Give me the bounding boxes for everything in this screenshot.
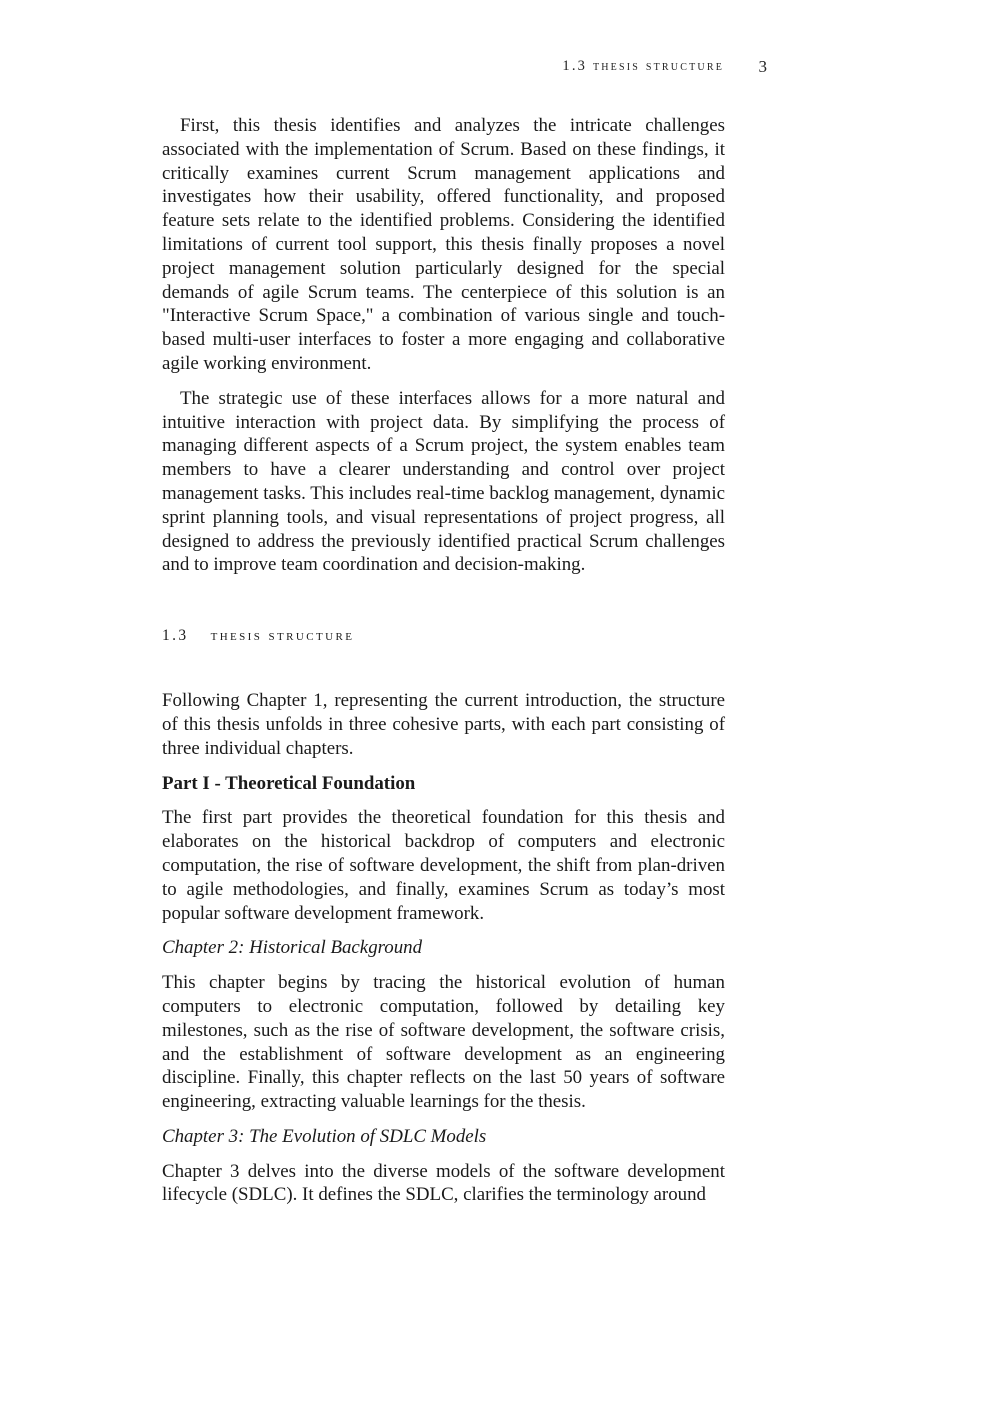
- chapter3-paragraph: Chapter 3 delves into the diverse models of the software development lifecycle (SDLC). It defines the SDLC, clarifies the terminology around: [162, 1160, 725, 1206]
- chapter2-heading: Chapter 2: Historical Background: [162, 937, 423, 959]
- section-heading: [162, 626, 725, 646]
- page-body: [162, 114, 725, 1207]
- part-paragraph: The first part provides the theoretical foundation for this thesis and elaborates on the historical backdrop of computers and electronic computation, the rise of software development, the shift from plan-driven to agile methodologies, and finally, examines Scrum as today’s most popular software development framework.: [162, 807, 725, 924]
- page-number: 3: [758, 57, 767, 76]
- part-heading: Part I - Theoretical Foundation: [162, 772, 416, 794]
- section-title: thesis structure: [210, 627, 355, 645]
- body-paragraph-2: The strategic use of these interfaces allows for a more natural and intuitive interaction with project data. By simplifying the process of managing different aspects of a Scrum project, the system enables team members to have a clearer understanding and control over project management tasks. This includes real-time backlog management, dynamic sprint planning tools, and visual representations of project progress, all designed to address the previously identified practical Scrum challenges and to improve team coordination and decision-making.: [162, 387, 725, 576]
- body-paragraph-1: First, this thesis identifies and analyzes the intricate challenges associated with the implementation of Scrum. Based on these findings, it critically examines current Scrum management applications and investigates how their usability, offered functionality, and proposed feature sets relate to the identified problems. Considering the identified limitations of current tool support, this thesis finally proposes a novel project management solution particularly designed for the special demands of agile Scrum teams. The centerpiece of this solution is an "Interactive Scrum Space," a combination of various single and touch-based multi-user interfaces to foster a more engaging and collaborative agile working environment.: [162, 115, 725, 374]
- chapter2-paragraph: This chapter begins by tracing the historical evolution of human computers to electronic computation, followed by detailing key milestones, such as the rise of software development, the software crisis, and the establishment of software development as an engineering discipline. Finally, this chapter reflects on the last 50 years of software engineering, extracting valuable learnings for the thesis.: [162, 972, 725, 1113]
- chapter3-heading: Chapter 3: The Evolution of SDLC Models: [162, 1125, 487, 1147]
- section-number: 1.3: [162, 627, 189, 645]
- running-header: [162, 58, 767, 82]
- section-intro-paragraph: Following Chapter 1, representing the current introduction, the structure of this thesis unfolds in three cohesive parts, with each part consisting of three individual chapters.: [162, 690, 725, 759]
- running-header-title: 1.3 thesis structure: [562, 58, 724, 74]
